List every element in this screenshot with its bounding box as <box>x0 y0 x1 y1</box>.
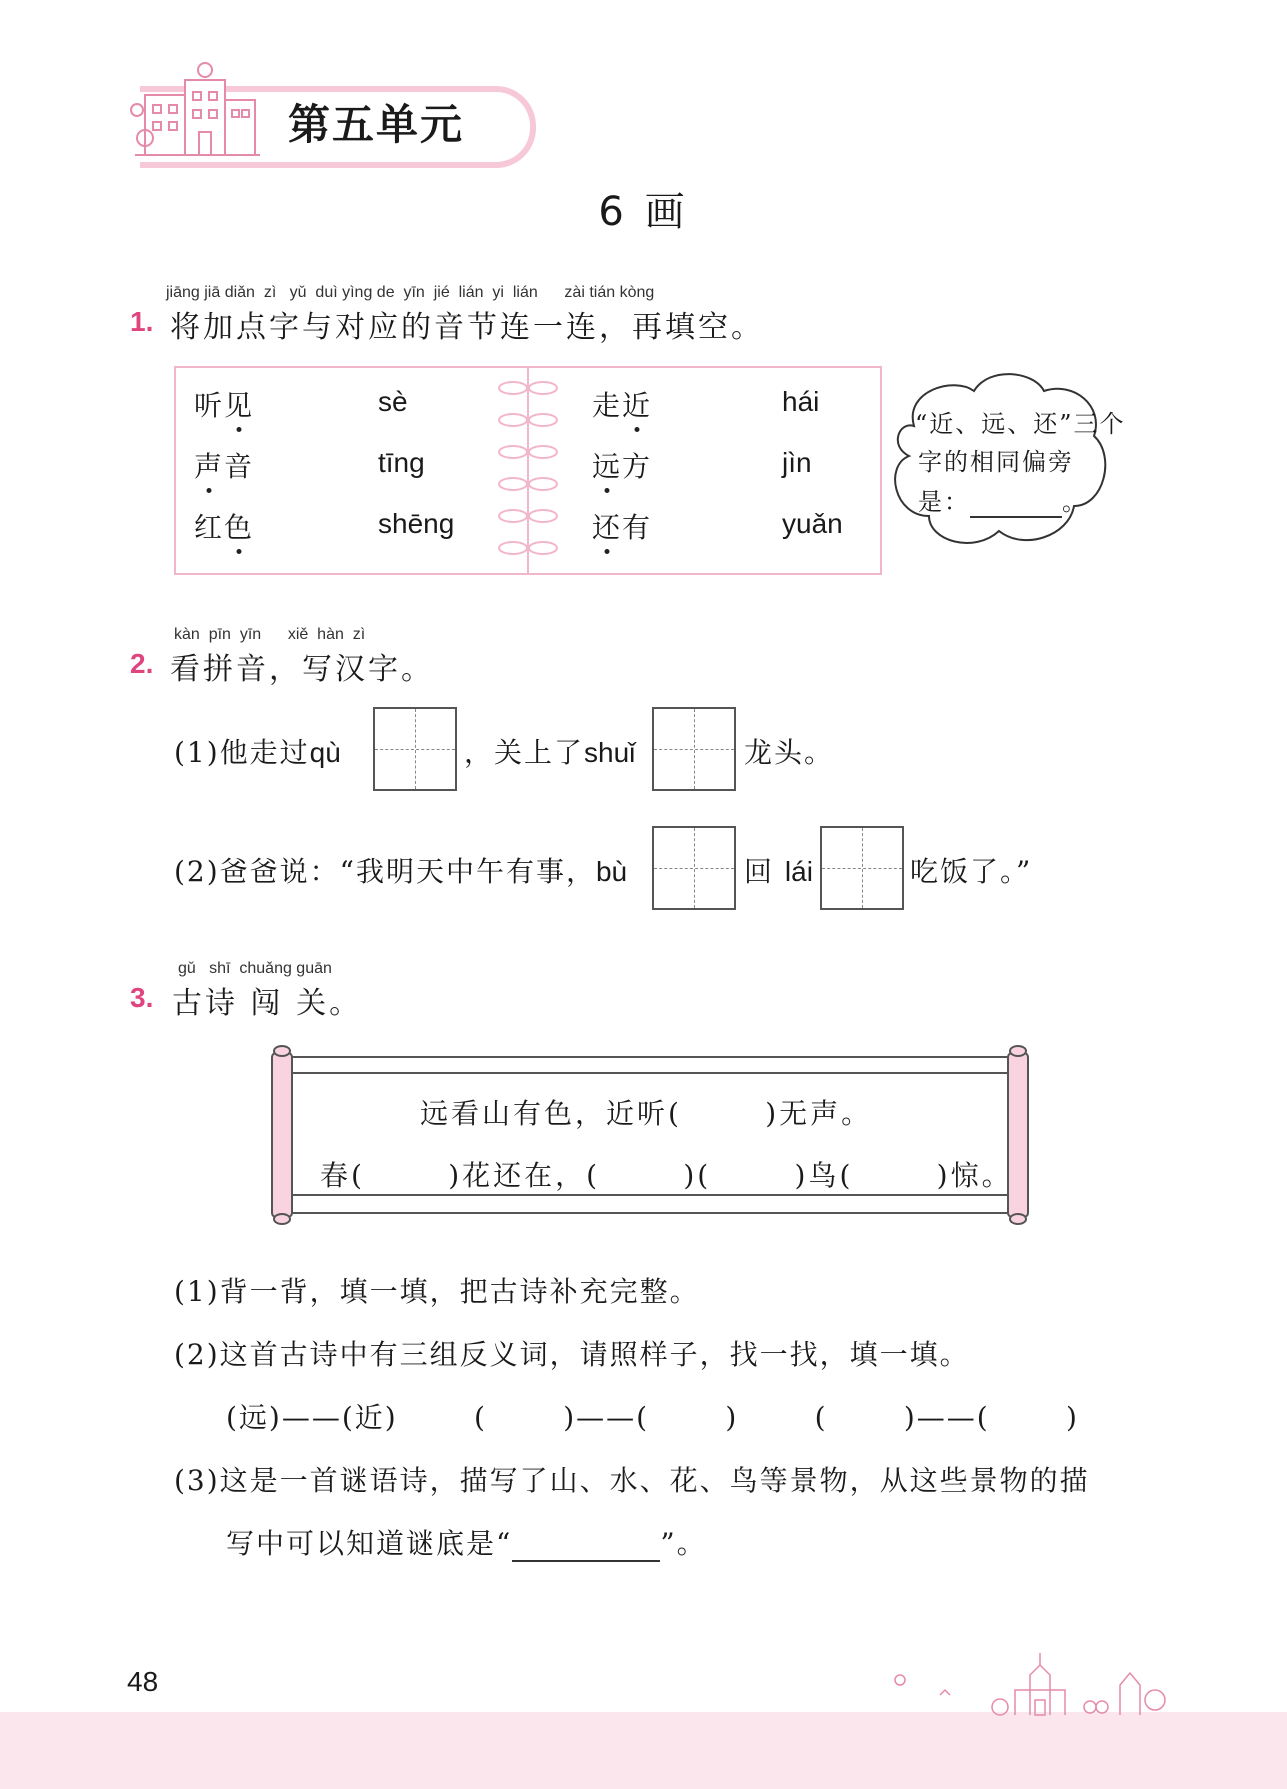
q2-s1-part-a: (1)他走过qù <box>174 736 341 769</box>
match-word-hongse: 红色 <box>194 511 255 544</box>
matching-box <box>174 366 882 575</box>
footer-band <box>0 1712 1287 1789</box>
poem-line-2: 春( )花还在，( )( )鸟( )惊。 <box>320 1159 1013 1192</box>
match-word-tingjian: 听见 <box>194 389 255 422</box>
q3-sub-3-line-2: 写中可以知道谜底是“ ”。 <box>226 1527 707 1560</box>
poem-line-1: 远看山有色，近听( )无声。 <box>420 1097 873 1130</box>
match-word-zoujin: 走近 <box>592 389 653 422</box>
q2-number: 2. <box>130 648 154 679</box>
cloud-answer-blank[interactable] <box>970 488 1062 518</box>
lesson-title: 6 画 <box>598 189 689 235</box>
unit-title: 第五单元 <box>288 100 465 149</box>
match-pinyin-yuan: yuǎn <box>782 508 843 539</box>
cloud-line-2: 字的相同偏旁 <box>918 448 1074 476</box>
match-pinyin-jin: jìn <box>782 447 812 478</box>
match-pinyin-ting: tīng <box>378 447 425 478</box>
match-word-shengyin: 声音 <box>194 450 255 483</box>
match-pinyin-sheng: shēng <box>378 508 455 539</box>
poem-scroll <box>270 1045 1030 1225</box>
q3-pinyin: gǔ shī chuǎng guān <box>178 960 332 977</box>
match-pinyin-se: sè <box>378 386 408 417</box>
q2-s2-part-a: (2)爸爸说：“我明天中午有事，bù <box>174 855 628 888</box>
cloud-line-1: “近、远、还”三个 <box>915 410 1126 438</box>
q1-number: 1. <box>130 306 154 337</box>
spiral-binding-icon <box>491 368 565 573</box>
writing-grid-1[interactable] <box>373 707 457 791</box>
writing-grid-2[interactable] <box>652 707 736 791</box>
writing-grid-4[interactable] <box>820 826 904 910</box>
building-icon <box>125 60 265 165</box>
page-number: 48 <box>127 1666 159 1697</box>
castle-decoration-icon <box>880 1645 1180 1717</box>
q3-text: 古诗 闯 关。 <box>172 986 363 1021</box>
q1-text: 将加点字与对应的音节连一连，再填空。 <box>170 310 764 345</box>
riddle-answer-blank[interactable] <box>512 1527 660 1562</box>
match-word-haiyou: 还有 <box>592 511 653 544</box>
q2-s1-part-c: 龙头。 <box>744 736 835 769</box>
q2-text: 看拼音，写汉字。 <box>170 652 434 687</box>
cloud-line-3: 是： 。 <box>918 488 1088 516</box>
q2-s2-part-b: 回 lái <box>744 855 813 888</box>
match-word-yuanfang: 远方 <box>592 450 653 483</box>
q3-sub-1: (1)背一背，填一填，把古诗补充完整。 <box>174 1275 700 1308</box>
q3-antonym-pairs: (远)——(近) ( )——( ) ( )——( ) <box>226 1401 1079 1434</box>
q3-sub-3-line-1: (3)这是一首谜语诗，描写了山、水、花、鸟等景物，从这些景物的描 <box>174 1464 1090 1497</box>
q2-s2-part-c: 吃饭了。” <box>910 855 1033 888</box>
q3-number: 3. <box>130 982 154 1013</box>
q2-s1-part-b: ，关上了shuǐ <box>464 736 636 769</box>
match-pinyin-hai: hái <box>782 386 820 417</box>
writing-grid-3[interactable] <box>652 826 736 910</box>
q3-sub-2: (2)这首古诗中有三组反义词，请照样子，找一找，填一填。 <box>174 1338 970 1371</box>
q1-pinyin: jiāng jiā diǎn zì yǔ duì yìng de yīn jié lián yi lián zài tián kòng <box>166 284 655 301</box>
q2-pinyin: kàn pīn yīn xiě hàn zì <box>174 626 366 643</box>
